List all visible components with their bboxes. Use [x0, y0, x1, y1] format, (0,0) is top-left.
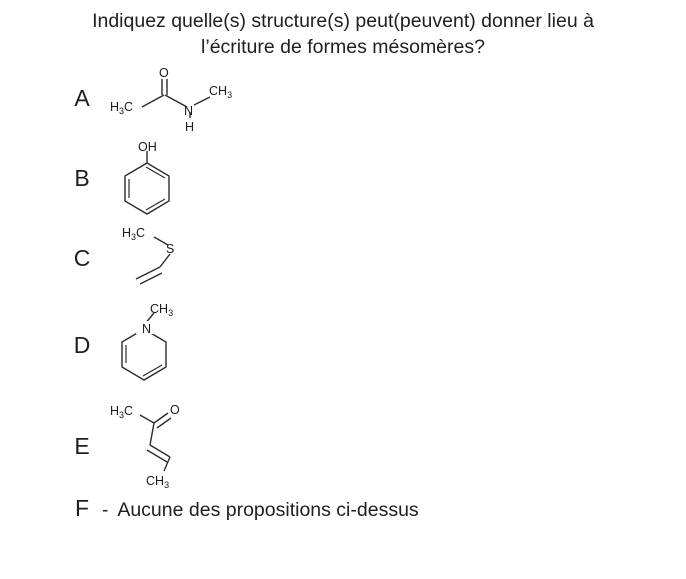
- option-b-letter: B: [74, 165, 90, 192]
- structure-amide: [102, 65, 252, 133]
- label-o-e: O: [170, 402, 180, 417]
- label-s-c: S: [166, 241, 175, 256]
- question-line-2: l’écriture de formes mésomères?: [201, 36, 485, 59]
- option-f-letter: F: [74, 494, 90, 521]
- option-d-letter: D: [73, 332, 91, 359]
- option-c-letter: C: [73, 245, 91, 272]
- question-text: [0, 0, 686, 61]
- question-line-1: Indiquez quelle(s) structure(s) peut(peuvent) donner lieu à: [92, 10, 594, 32]
- label-nh-a: H: [185, 119, 195, 133]
- option-d[interactable]: [0, 301, 686, 391]
- option-c[interactable]: [0, 223, 686, 295]
- structure-phenol: [102, 139, 252, 219]
- option-a[interactable]: [0, 65, 686, 133]
- label-n-d: N: [142, 321, 152, 336]
- label-h3c-a: $H_3C$: [110, 99, 134, 116]
- label-o-a: O: [159, 65, 169, 80]
- label-ch3-d: $CH_3$: [150, 301, 174, 318]
- label-h3c-e: $H_3C$: [110, 403, 134, 420]
- structure-vinyl-sulfide: [102, 223, 252, 295]
- option-f[interactable]: [0, 495, 686, 522]
- option-b[interactable]: [0, 139, 686, 219]
- label-ch3-e: $CH_3$: [146, 473, 170, 490]
- label-ch3-a: $CH_3$: [209, 83, 233, 100]
- option-f-text: Aucune des propositions ci-dessus: [117, 498, 419, 521]
- option-f-dash: -: [102, 499, 109, 521]
- option-e[interactable]: [0, 401, 686, 493]
- structure-enone: [102, 401, 252, 493]
- structure-dihydropyridine: [102, 301, 252, 391]
- label-oh-b: OH: [138, 139, 157, 154]
- options-list: [0, 65, 686, 522]
- option-a-letter: A: [74, 85, 90, 112]
- label-n-a: N: [184, 103, 194, 118]
- option-e-letter: E: [74, 433, 90, 460]
- label-h3c-c: $H_3C$: [122, 225, 146, 242]
